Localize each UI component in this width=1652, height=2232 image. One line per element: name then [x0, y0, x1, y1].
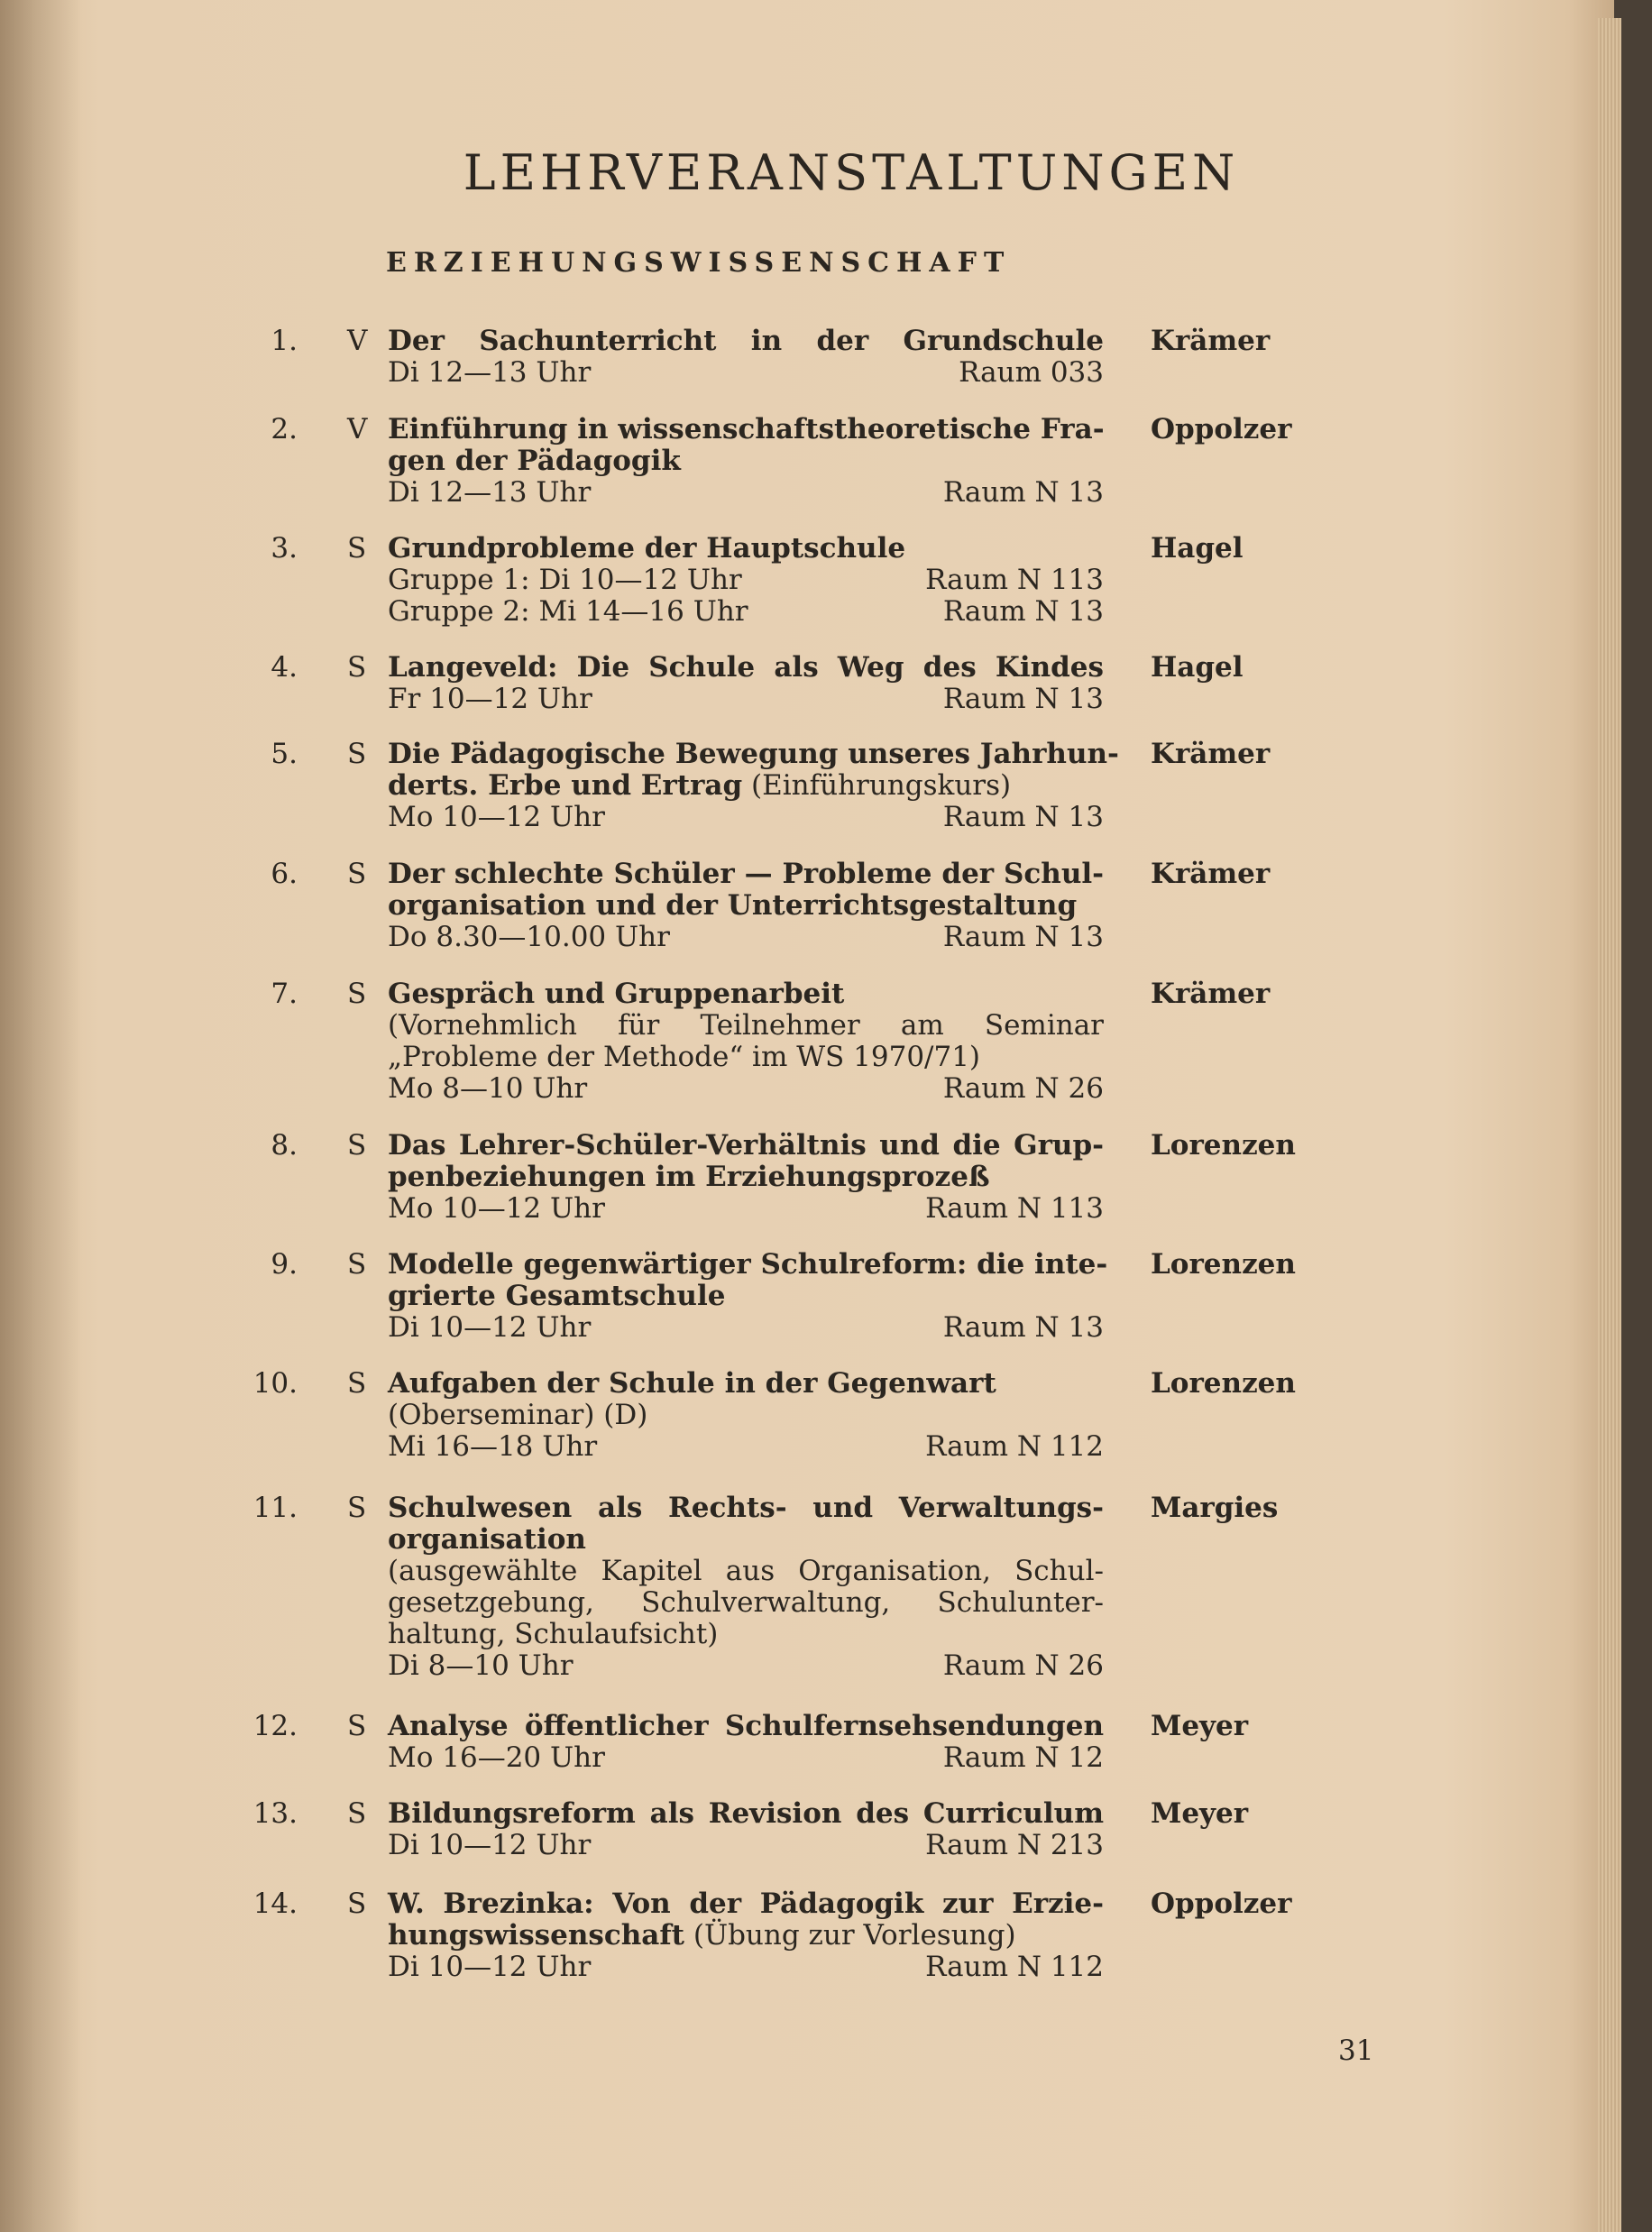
session-room: Raum N 213: [925, 1829, 1104, 1861]
entry-number: 2.: [271, 413, 298, 445]
session-time: Mo 8—10 Uhr: [388, 1072, 588, 1105]
lecturer-name: Hagel: [1151, 532, 1244, 565]
course-note-line: haltung, Schulaufsicht): [388, 1618, 719, 1650]
session-room: Raum N 13: [942, 683, 1104, 715]
course-title-text: derts. Erbe und Ertrag: [388, 769, 743, 802]
entry-number: 12.: [252, 1710, 298, 1742]
course-note-line: (Vornehmlich für Teilnehmer am Seminar: [388, 1009, 1104, 1042]
entry-type: S: [347, 738, 367, 770]
entry-number: 6.: [271, 858, 298, 890]
course-title-line: Langeveld: Die Schule als Weg des Kindes: [388, 651, 1104, 684]
entry-number: 8.: [271, 1129, 298, 1162]
session-time: Di 10—12 Uhr: [388, 1829, 592, 1861]
course-title-line: Grundprobleme der Hauptschule: [388, 532, 906, 565]
lecturer-name: Meyer: [1151, 1710, 1249, 1742]
session-room: Raum N 13: [942, 801, 1104, 833]
lecturer-name: Meyer: [1151, 1797, 1249, 1830]
session-room: Raum N 26: [942, 1649, 1104, 1682]
session-room: Raum N 13: [942, 595, 1104, 628]
lecturer-name: Krämer: [1151, 858, 1271, 890]
section-heading: ERZIEHUNGSWISSENSCHAFT: [386, 247, 1012, 279]
course-title-suffix: (Übung zur Vorlesung): [693, 1919, 1016, 1952]
entry-type: V: [347, 325, 368, 357]
course-title-line: Analyse öffentlicher Schulfernsehsendungen: [388, 1710, 1104, 1742]
entry-number: 10.: [252, 1367, 298, 1400]
session-time: Mo 16—20 Uhr: [388, 1741, 605, 1774]
entry-type: S: [347, 978, 367, 1010]
entry-number: 5.: [271, 738, 298, 770]
course-title-line: Bildungsreform als Revision des Curriculum: [388, 1797, 1104, 1830]
session-room: Raum N 12: [942, 1741, 1104, 1774]
entry-type: V: [347, 413, 368, 445]
entry-type: S: [347, 1367, 367, 1400]
course-title-line: Das Lehrer-Schüler-Verhältnis und die Grup-: [388, 1129, 1104, 1162]
entry-number: 1.: [271, 325, 298, 357]
session-time: Di 8—10 Uhr: [388, 1649, 574, 1682]
course-note-line: (ausgewählte Kapitel aus Organisation, Schul-: [388, 1555, 1104, 1587]
session-room: Raum 033: [959, 356, 1104, 389]
entry-number: 14.: [252, 1888, 298, 1920]
session-room: Raum N 112: [925, 1430, 1104, 1463]
entry-number: 11.: [252, 1492, 298, 1524]
course-title-line: [388, 769, 1011, 802]
entry-number: 3.: [271, 532, 298, 565]
entry-number: 7.: [271, 978, 298, 1010]
course-title-line: W. Brezinka: Von der Pädagogik zur Erzie-: [388, 1888, 1104, 1920]
course-title-line: Die Pädagogische Bewegung unseres Jahrhun-: [388, 738, 1119, 770]
entry-type: S: [347, 1888, 367, 1920]
lecturer-name: Oppolzer: [1151, 1888, 1292, 1920]
session-room: Raum N 13: [942, 476, 1104, 509]
lecturer-name: Krämer: [1151, 978, 1271, 1010]
session-room: Raum N 13: [942, 1311, 1104, 1344]
session-time: Mi 16—18 Uhr: [388, 1430, 598, 1463]
lecturer-name: Margies: [1151, 1492, 1279, 1524]
lecturer-name: Krämer: [1151, 325, 1271, 357]
entry-type: S: [347, 1129, 367, 1162]
session-time: Di 12—13 Uhr: [388, 476, 592, 509]
course-title-line: Modelle gegenwärtiger Schulreform: die inte-: [388, 1248, 1108, 1281]
session-room: Raum N 113: [925, 564, 1104, 596]
session-room: Raum N 112: [925, 1951, 1104, 1983]
course-title-line: organisation und der Unterrichtsgestaltung: [388, 889, 1078, 922]
course-title-line: Der Sachunterricht in der Grundschule: [388, 325, 1104, 357]
page-title: LEHRVERANSTALTUNGEN: [463, 144, 1240, 201]
session-time: Di 10—12 Uhr: [388, 1951, 592, 1983]
lecturer-name: Lorenzen: [1151, 1129, 1296, 1162]
session-room: Raum N 113: [925, 1192, 1104, 1225]
page-number: 31: [1338, 2035, 1374, 2067]
course-title-line: Gespräch und Gruppenarbeit: [388, 978, 845, 1010]
course-title-line: penbeziehungen im Erziehungsprozeß: [388, 1161, 990, 1193]
course-title-line: [388, 1919, 1016, 1952]
lecturer-name: Hagel: [1151, 651, 1244, 684]
session-room: Raum N 13: [942, 921, 1104, 953]
course-title-line: Der schlechte Schüler — Probleme der Schul-: [388, 858, 1104, 890]
session-time: Do 8.30—10.00 Uhr: [388, 921, 670, 953]
entry-type: S: [347, 1492, 367, 1524]
course-title-line: Aufgaben der Schule in der Gegenwart: [388, 1367, 996, 1400]
course-title-line: organisation: [388, 1523, 586, 1556]
course-title-line: Schulwesen als Rechts- und Verwaltungs-: [388, 1492, 1104, 1524]
lecturer-name: Lorenzen: [1151, 1248, 1296, 1281]
course-title-line: Einführung in wissenschaftstheoretische Fra-: [388, 413, 1105, 445]
session-room: Raum N 26: [942, 1072, 1104, 1105]
course-note-line: (Oberseminar) (D): [388, 1399, 648, 1431]
session-time: Fr 10—12 Uhr: [388, 683, 592, 715]
session-time: Di 12—13 Uhr: [388, 356, 592, 389]
session-time: Gruppe 1: Di 10—12 Uhr: [388, 564, 742, 596]
lecturer-name: Krämer: [1151, 738, 1271, 770]
entry-number: 4.: [271, 651, 298, 684]
course-title-text: hungswissenschaft: [388, 1919, 684, 1952]
page-edge: [1598, 18, 1621, 2232]
course-title-line: gen der Pädagogik: [388, 445, 681, 477]
session-time: Mo 10—12 Uhr: [388, 1192, 605, 1225]
session-time: Mo 10—12 Uhr: [388, 801, 605, 833]
lecturer-name: Lorenzen: [1151, 1367, 1296, 1400]
course-title-line: grierte Gesamtschule: [388, 1280, 726, 1312]
entry-type: S: [347, 858, 367, 890]
entry-type: S: [347, 532, 367, 565]
entry-type: S: [347, 651, 367, 684]
entry-type: S: [347, 1710, 367, 1742]
course-title-suffix: (Einführungskurs): [751, 769, 1012, 802]
session-time: Gruppe 2: Mi 14—16 Uhr: [388, 595, 748, 628]
lecturer-name: Oppolzer: [1151, 413, 1292, 445]
course-note-line: gesetzgebung, Schulverwaltung, Schulunter-: [388, 1586, 1104, 1619]
entry-type: S: [347, 1248, 367, 1281]
entry-number: 9.: [271, 1248, 298, 1281]
session-time: Di 10—12 Uhr: [388, 1311, 592, 1344]
course-note-line: „Probleme der Methode“ im WS 1970/71): [388, 1041, 981, 1073]
entry-type: S: [347, 1797, 367, 1830]
entry-number: 13.: [252, 1797, 298, 1830]
